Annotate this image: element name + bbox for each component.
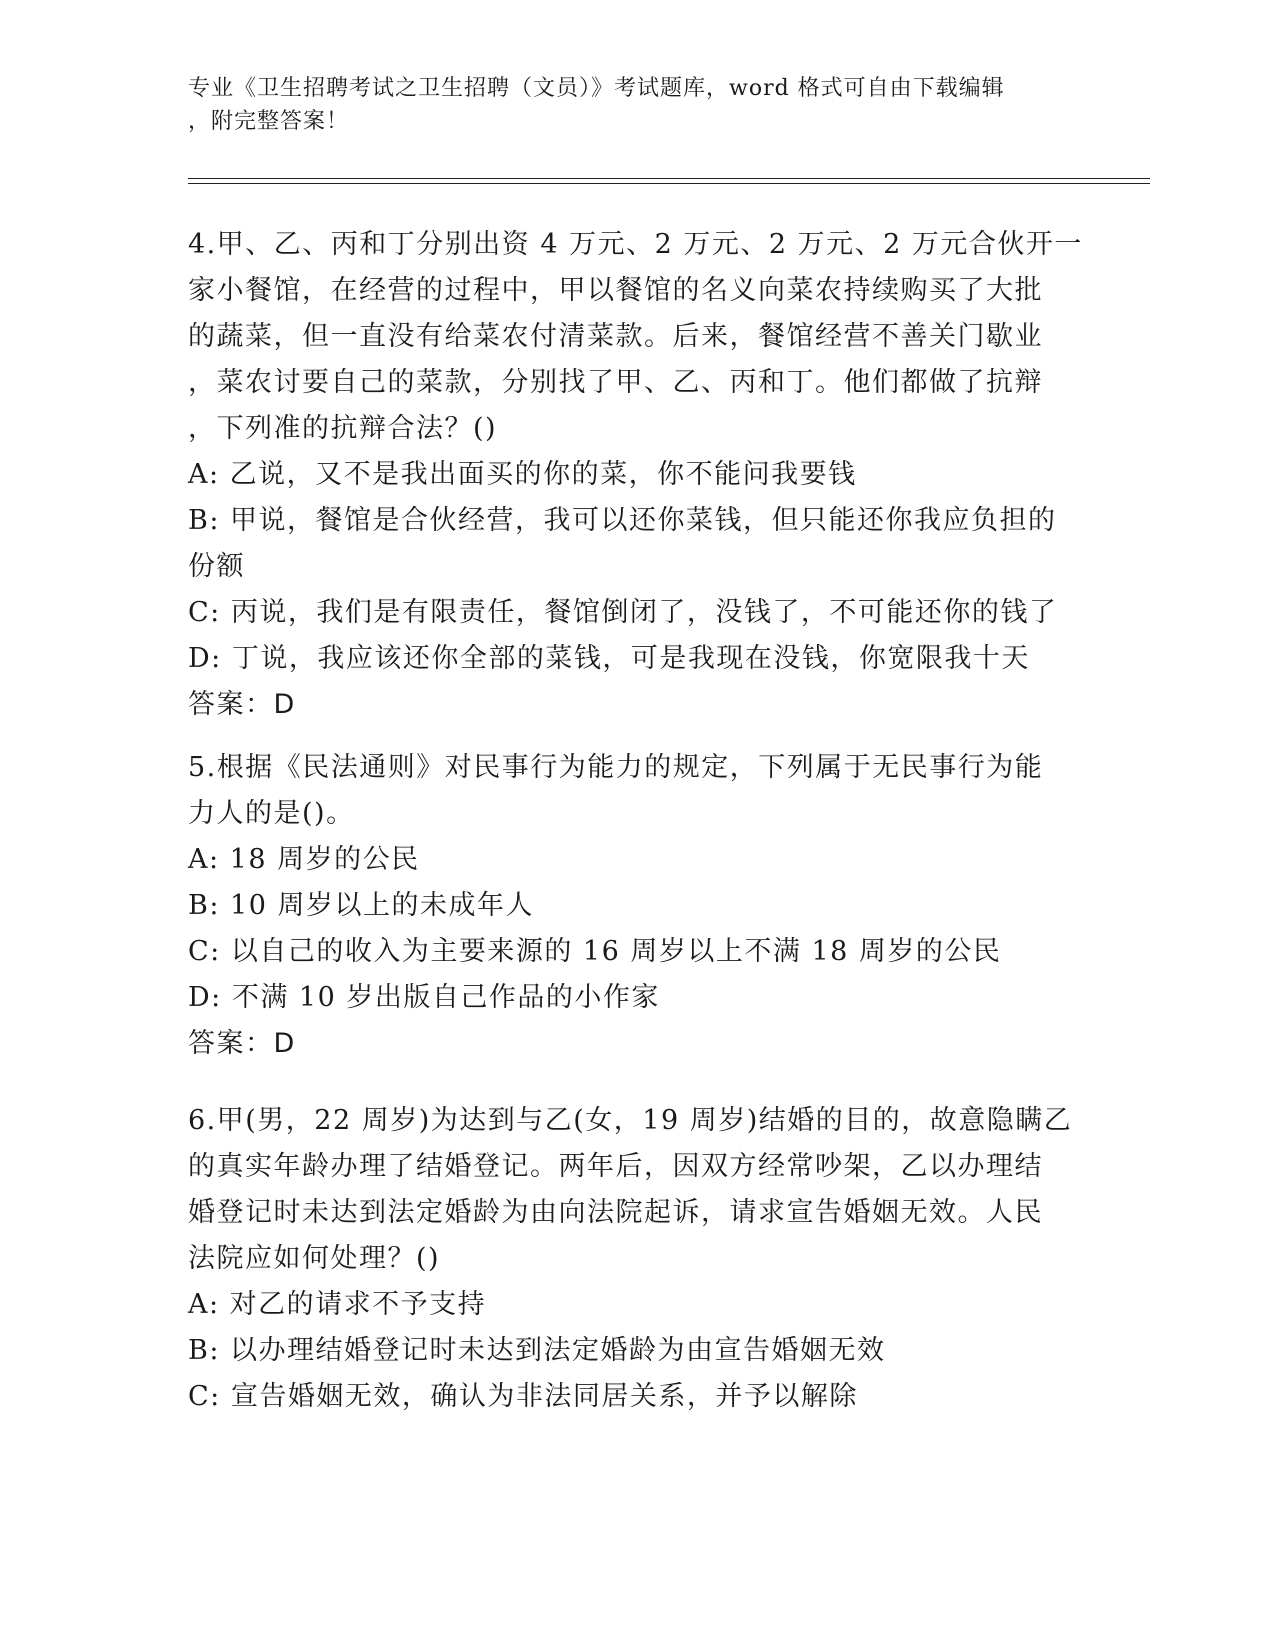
document-header: [188, 72, 1088, 138]
option-b: B: 以办理结婚登记时未达到法定婚龄为由宣告婚姻无效: [188, 1335, 886, 1366]
header-line-1: 专业《卫生招聘考试之卫生招聘（文员）》考试题库，word 格式可自由下载编辑: [188, 76, 1005, 101]
question-6: [188, 1098, 1088, 1420]
option-c: C: 丙说，我们是有限责任，餐馆倒闭了，没钱了，不可能还你的钱了: [188, 597, 1058, 628]
question-stem-line: 4.甲、乙、丙和丁分别出资 4 万元、2 万元、2 万元、2 万元合伙开一: [188, 229, 1083, 260]
option-b-continued: 份额: [188, 551, 245, 582]
question-stem-line: ，菜农讨要自己的菜款，分别找了甲、乙、丙和丁。他们都做了抗辩: [188, 367, 1043, 398]
question-5: [188, 745, 1088, 1067]
answer-label: 答案：D: [188, 689, 296, 720]
option-c: C: 以自己的收入为主要来源的 16 周岁以上不满 18 周岁的公民: [188, 936, 1002, 967]
answer-label: 答案：D: [188, 1028, 296, 1059]
option-a: A: 对乙的请求不予支持: [188, 1289, 487, 1320]
question-stem-line: 力人的是()。: [188, 798, 355, 829]
question-stem-line: 家小餐馆，在经营的过程中，甲以餐馆的名义向菜农持续购买了大批: [188, 275, 1043, 306]
header-divider-bottom: [188, 183, 1150, 184]
question-stem-line: 5.根据《民法通则》对民事行为能力的规定，下列属于无民事行为能: [188, 752, 1044, 783]
header-divider-top: [188, 178, 1150, 179]
option-d: D: 不满 10 岁出版自己作品的小作家: [188, 982, 660, 1013]
option-a: A: 乙说，又不是我出面买的你的菜，你不能问我要钱: [188, 459, 857, 490]
option-d: D: 丁说，我应该还你全部的菜钱，可是我现在没钱，你宽限我十天: [188, 643, 1030, 674]
option-b: B: 甲说，餐馆是合伙经营，我可以还你菜钱，但只能还你我应负担的: [188, 505, 1057, 536]
question-stem-line: 的蔬菜，但一直没有给菜农付清菜款。后来，餐馆经营不善关门歇业: [188, 321, 1043, 352]
option-c: C: 宣告婚姻无效，确认为非法同居关系，并予以解除: [188, 1381, 858, 1412]
question-4: [188, 222, 1088, 728]
question-stem-line: 6.甲(男，22 周岁)为达到与乙(女，19 周岁)结婚的目的，故意隐瞒乙: [188, 1105, 1073, 1136]
header-line-2: ，附完整答案！: [188, 109, 350, 134]
question-stem-line: 法院应如何处理？(): [188, 1243, 441, 1274]
question-stem-line: ，下列准的抗辩合法？(): [188, 413, 498, 444]
option-b: B: 10 周岁以上的未成年人: [188, 890, 534, 921]
question-stem-line: 的真实年龄办理了结婚登记。两年后，因双方经常吵架，乙以办理结: [188, 1151, 1043, 1182]
question-stem-line: 婚登记时未达到法定婚龄为由向法院起诉，请求宣告婚姻无效。人民: [188, 1197, 1043, 1228]
option-a: A: 18 周岁的公民: [188, 844, 420, 875]
